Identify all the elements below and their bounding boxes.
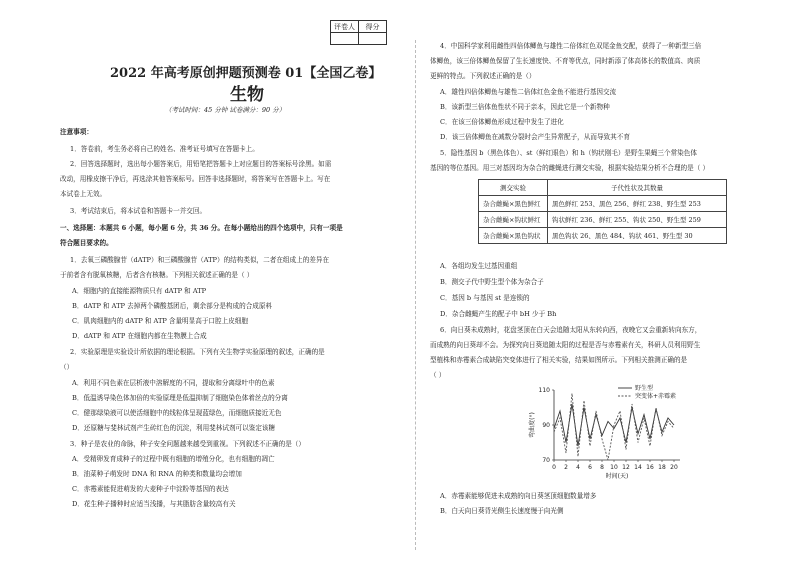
table-header: 子代性状及其数量 xyxy=(548,180,727,196)
q4-option: A．雄性四倍体鲫鱼与雄性二倍体红色金鱼不能进行基因交流 xyxy=(440,88,617,96)
section-heading: 一、选择题：本题共 6 小题，每小题 6 分，共 36 分。在每小题给出的四个选项中，只有一项是 xyxy=(60,224,343,232)
table-header-row xyxy=(479,180,727,196)
table-cell: 杂合雌蝇×黑色鲜红 xyxy=(479,196,548,212)
x-tick-label: 20 xyxy=(670,464,678,471)
score-box xyxy=(330,20,387,45)
cross-table xyxy=(478,179,727,244)
q1-option: C．肌肉细胞内的 dATP 和 ATP 含量明显高于口腔上皮细胞 xyxy=(72,317,248,325)
note-line: 1．答卷前，考生务必将自己的姓名、准考证号填写在答题卡上。 xyxy=(70,145,259,153)
q2-option: C．健那绿染液可以使活细胞中的线粒体呈现蓝绿色，而细胞质接近无色 xyxy=(72,409,282,417)
q4-option: B．该新型三倍体鱼性状不同于亲本，因此它是一个新物种 xyxy=(440,103,610,111)
x-tick-label: 16 xyxy=(646,464,654,471)
x-tick-label: 18 xyxy=(658,464,666,471)
legend-label: 突变体+赤霉素 xyxy=(635,393,677,400)
subject-title: 生物 xyxy=(230,85,264,105)
note-line: 改动，用橡皮擦干净后，再选涂其他答案标号。回答非选择题时，将答案写在答题卡上。写在 xyxy=(60,175,331,183)
q5-stem: 5．隐性基因 b（黑色体色）、st（鲜红眼色）和 h（钩状刚毛）是野生果蝇三个常染色体 xyxy=(440,149,697,157)
x-tick-label: 10 xyxy=(610,464,618,471)
x-axis-label: 时间(天) xyxy=(605,473,629,480)
x-tick-label: 0 xyxy=(552,464,556,471)
legend-label: 野生型 xyxy=(635,385,654,392)
q3-stem: 3．种子是农业的命脉，种子安全问题越来越受到重视。下列叙述不正确的是（） xyxy=(70,440,305,448)
q2-option: D．还原糖与斐林试剂产生砖红色的沉淀，利用斐林试剂可以鉴定该糖 xyxy=(72,424,276,432)
table-cell: 杂合雌蝇×钩状鲜红 xyxy=(479,212,548,228)
q5-option: D．杂合雌蝇产生的配子中 bH 少于 Bh xyxy=(440,310,557,318)
q4-stem: 4．中国科学家利用雌性四倍体鲫鱼与雄性二倍体红色双尾金鱼交配，获得了一种新型三倍 xyxy=(440,42,702,50)
q3-option: D．花生种子播种时应适当浅播，与其脂肪含量较高有关 xyxy=(72,500,236,508)
q1-stem: 于前者含有脱氧核糖，后者含有核糖。下列相关叙述正确的是（ ） xyxy=(60,271,254,279)
table-row xyxy=(479,196,727,212)
bending-chart xyxy=(520,382,700,482)
x-tick-label: 8 xyxy=(600,464,604,471)
table-cell: 钩状鲜红 236、鲜红 255、钩状 250、野生型 259 xyxy=(548,212,727,228)
table-row xyxy=(479,212,727,228)
table-cell: 黑色钩状 26、黑色 484、钩状 461、野生型 30 xyxy=(548,228,727,244)
q1-option: A．细胞内的直接能源物质只有 dATP 和 ATP xyxy=(72,287,207,295)
q2-option: A．利用不同色素在层析液中溶解度的不同，提取和分离绿叶中的色素 xyxy=(72,379,275,387)
q4-stem: 体鲫鱼，该三倍体鲫鱼保留了生长速度快、不育等优点，同时新添了体高体长的数值高、肉质 xyxy=(430,57,701,65)
table-cell: 黑色鲜红 253、黑色 256、鲜红 238、野生型 253 xyxy=(548,196,727,212)
q3-option: A．受精卵发育成种子的过程中既有细胞的增殖分化，也有细胞的凋亡 xyxy=(72,455,275,463)
x-tick-label: 6 xyxy=(588,464,592,471)
score-box-score-cell xyxy=(359,33,387,45)
note-line: 本试卷上无效。 xyxy=(60,190,107,198)
score-box-score: 得分 xyxy=(359,21,387,33)
x-tick-label: 2 xyxy=(564,464,568,471)
q6-stem: 型植株和赤霉素合成缺陷突变体进行了相关实验，结果如图所示。下列相关推测正确的是 xyxy=(430,356,688,364)
table-row xyxy=(479,228,727,244)
q1-option: B．dATP 和 ATP 去掉两个磷酸基团后，剩余部分是构成的合成原料 xyxy=(72,302,273,310)
q1-stem: 1．去氧三磷酸腺苷（dATP）和三磷酸腺苷（ATP）的结构类似，二者在组成上的差异在 xyxy=(70,256,330,264)
q4-option: C．在该三倍体鲫鱼形成过程中发生了进化 xyxy=(440,118,564,126)
y-tick-label: 110 xyxy=(538,387,550,394)
note-line: 3．考试结束后，将本试卷和答题卡一并交回。 xyxy=(70,207,207,215)
q4-stem: 更鲜的特点。下列叙述正确的是（） xyxy=(430,72,536,80)
table-cell: 杂合雌蝇×黑色钩状 xyxy=(479,228,548,244)
table-header: 测交实验 xyxy=(479,180,548,196)
section-heading: 符合题目要求的。 xyxy=(60,239,113,247)
y-tick-label: 90 xyxy=(542,422,550,429)
q2-option: B．低温诱导染色体加倍的实验原理是低温抑制了细胞染色体着丝点的分离 xyxy=(72,394,288,402)
column-divider xyxy=(415,40,416,550)
series-line xyxy=(554,393,677,461)
x-tick-label: 14 xyxy=(634,464,642,471)
y-tick-label: 70 xyxy=(542,457,550,464)
x-tick-label: 4 xyxy=(576,464,580,471)
q5-option: C．基因 b 与基因 st 是连锁的 xyxy=(440,294,530,302)
q4-option: D．该三倍体鲫鱼在减数分裂时会产生异常配子，从而导致其不育 xyxy=(440,133,630,141)
q5-option: B．测交子代中野生型个体为杂合子 xyxy=(440,278,544,286)
notes-heading: 注意事项： xyxy=(60,128,93,136)
exam-title: 2022 年高考原创押题预测卷 01【全国乙卷】 xyxy=(110,66,382,81)
q5-option: A．各组均发生过基因重组 xyxy=(440,262,518,270)
q5-stem: 基因的等位基因。用三对基因均为杂合的雌蝇进行测交实验，根据实验结果分析不合理的是（ ） xyxy=(430,164,710,172)
q1-option: D．dATP 和 ATP 在细胞内都在生物膜上合成 xyxy=(72,332,207,340)
q3-option: B．油菜种子萌发时 DNA 和 RNA 的种类和数量均会增加 xyxy=(72,470,242,478)
q6-option: A．赤霉素能够促进未成熟的向日葵茎顶细胞数量增多 xyxy=(440,492,597,500)
q6-stem: 6．向日葵未成熟时，花盘茎顶在白天会追随太阳从东转向西，夜晚它又会重新转向东方， xyxy=(440,326,702,334)
y-axis-label: 弯曲度(°) xyxy=(529,412,536,438)
q6-option: B．白天向日葵背光侧生长速度慢于向光侧 xyxy=(440,507,564,515)
q6-stem: 而成熟的向日葵却不会。为探究向日葵追随太阳的过程是否与赤霉素有关，科研人员利用野生 xyxy=(430,341,701,349)
x-tick-label: 12 xyxy=(622,464,630,471)
q2-stem: （） xyxy=(60,363,74,371)
q3-option: C．赤霉素能促进萌发的大麦种子中淀粉等基因的表达 xyxy=(72,485,229,493)
q2-stem: 2．实验原理是实验设计所依据的理论根据。下列有关生物学实验原理的叙述，正确的是 xyxy=(70,348,325,356)
exam-info: （考试时间：45 分钟 试卷满分：90 分） xyxy=(165,106,286,114)
q6-stem: （ ） xyxy=(430,371,446,379)
score-box-reviewer: 评卷人 xyxy=(331,21,359,33)
score-box-reviewer-cell xyxy=(331,33,359,45)
note-line: 2．回答选择题时，选出每小题答案后，用铅笔把答题卡上对应题目的答案标号涂黑。如需 xyxy=(70,160,332,168)
